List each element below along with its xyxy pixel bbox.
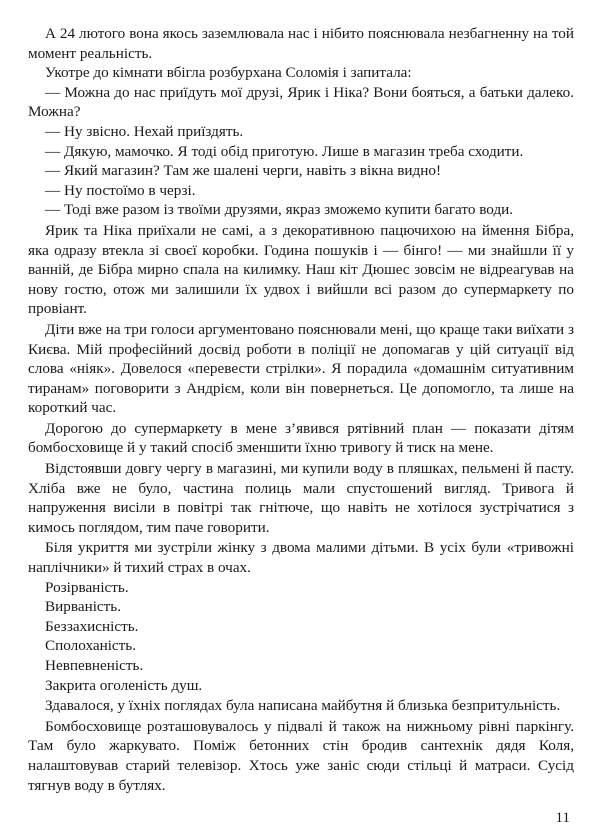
paragraph: Відстоявши довгу чергу в магазині, ми купили воду в пляшках, пельмені й пасту. Хліба вже не було, частина полиць мали спустошений вигляд. Тривога й напруження висіли в повітрі так гнітюче, що навіть не хотілося зустрічатися з кимось поглядом, тим паче говорити. <box>28 460 574 536</box>
paragraph: Здавалося, у їхніх поглядах була написана майбутня й близька безпритульність. <box>45 697 561 715</box>
paragraph: Біля укриття ми зустріли жінку з двома малими дітьми. В усіх були «тривожні наплічники» й тихий страх в очах. <box>28 539 574 577</box>
dialogue-line: — Ну звісно. Нехай приїздять. <box>45 122 244 140</box>
paragraph: Ярик та Ніка приїхали не самі, а з декоративною пацючихою на ймення Бібра, яка одразу втекла зі своєї коробки. Година пошуків і — бінго! — ми знайшли її у ванній, де Бібра мирно спала на килимку. Наш кіт Дюшес зовсім не відреагував на нову гостю, отож ми залишили їх удвох і вийшли всі разом до супермаркету по провіант. <box>28 221 574 318</box>
paragraph: Укотре до кімнати вбігла розбурхана Соломія і запитала: <box>45 64 412 82</box>
dialogue-line: — Ну постоїмо в черзі. <box>45 181 196 199</box>
dialogue-line: — Дякую, мамочко. Я тоді обід приготую. Лише в магазин треба сходити. <box>45 142 524 160</box>
dialogue-line: — Який магазин? Там же шалені черги, навіть з вікна видно! <box>45 162 442 180</box>
short-line: Закрита оголеність душ. <box>45 676 203 694</box>
paragraph: Бомбосховище розташовувалось у підвалі й також на нижньому рівні паркінгу. Там було жаркувато. Поміж бетонних стін бродив сантехнік дядя Коля, налаштовував старий телевізор. Хтось уже заніс сюди стільці й матраси. Сусід тягнув воду в бутлях. <box>28 717 574 794</box>
paragraph: Діти вже на три голоси аргументовано пояснювали мені, що краще таки виїхати з Києва. Мій професійний досвід роботи в поліції не допомагав у цій ситуації від слова «ніяк». Довелося «перевести стрілки». Я порадила «домашнім ситуативним тиранам» поговорити з Андрієм, коли він повернеться. Це допомогло, та лише на короткий час. <box>28 320 574 417</box>
paragraph: А 24 лютого вона якось заземлювала нас і нібито пояснювала незбагненну на той момент реальність. <box>28 25 574 62</box>
dialogue-line: — Можна до нас приїдуть мої друзі, Ярик і Ніка? Вони бояться, а батьки далеко. Можна? <box>28 83 574 121</box>
dialogue-line: — Тоді вже разом із твоїми друзями, якраз зможемо купити багато води. <box>45 201 514 219</box>
short-line: Сполоханість. <box>45 637 137 655</box>
page-number: 11 <box>555 810 570 826</box>
paragraph: Дорогою до супермаркету в мене з’явився рятівний план — показати дітям бомбосховище й у такий спосіб зменшити їхню тривогу й тиск на мене. <box>28 419 574 457</box>
short-line: Невпевненість. <box>45 657 144 674</box>
page-body <box>28 24 574 795</box>
short-line: Вирваність. <box>45 598 122 616</box>
short-line: Беззахисність. <box>45 617 139 635</box>
short-line: Розірваність. <box>45 578 129 596</box>
